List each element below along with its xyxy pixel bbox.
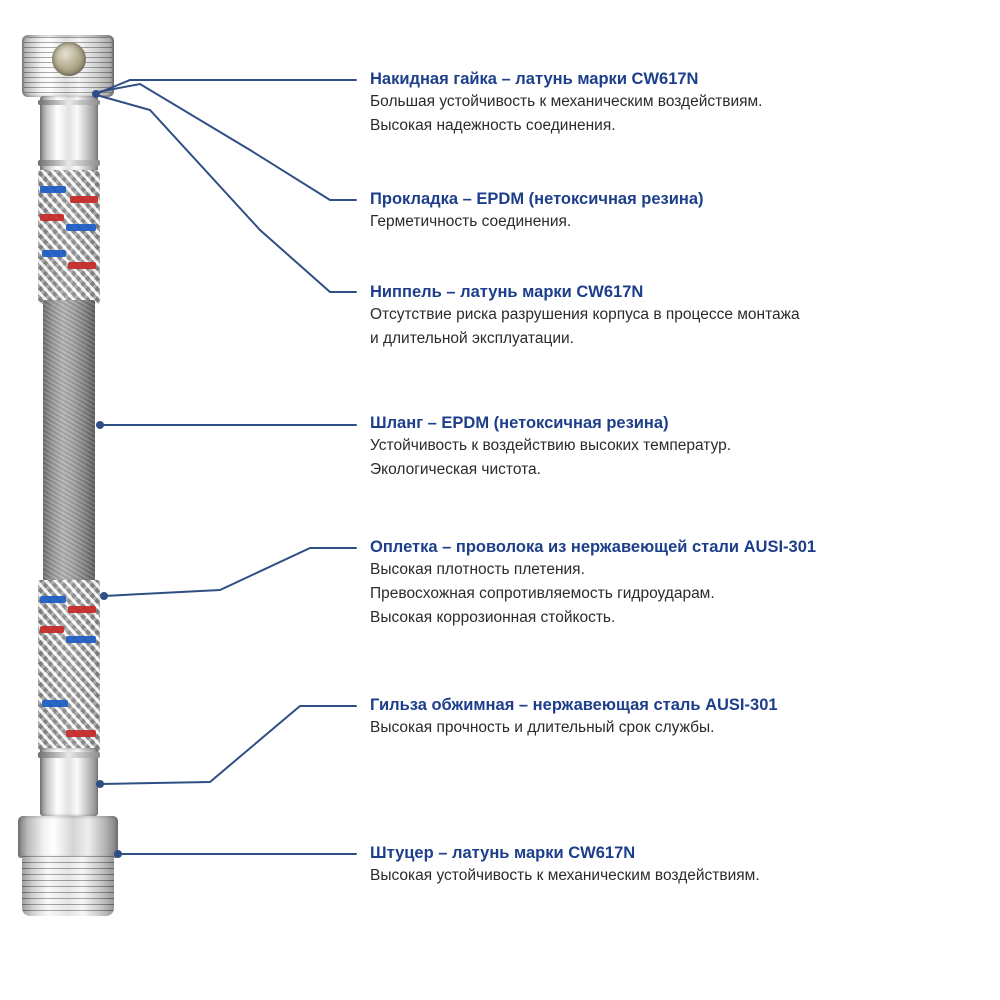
callout-braid <box>370 536 970 630</box>
crimp-sleeve-part <box>40 748 98 816</box>
braid-thread-blue-6 <box>42 700 68 707</box>
callout-braid-line-3: Высокая коррозионная стойкость. <box>370 609 616 627</box>
callout-union-nut <box>370 68 970 138</box>
callout-braid-line-2: Превосхожная сопротивляемость гидроударам. <box>370 585 715 603</box>
union-nut-bore <box>52 42 86 76</box>
callout-nipple <box>370 281 970 351</box>
callout-fitting <box>370 842 970 888</box>
callout-crimp-sleeve <box>370 694 970 740</box>
braid-thread-red-4 <box>68 606 96 613</box>
callout-gasket-title: Прокладка – EPDM (нетоксичная резина) <box>370 190 704 208</box>
callout-crimp-sleeve-title: Гильза обжимная – нержавеющая сталь AUSI-301 <box>370 696 778 714</box>
braid-thread-red-5 <box>40 626 64 633</box>
callout-hose-line-1: Устойчивость к воздействию высоких температур. <box>370 437 732 455</box>
hose-core-texture <box>43 300 95 586</box>
callout-gasket-line-1: Герметичность соединения. <box>370 213 572 231</box>
braid-thread-blue-5 <box>66 636 96 643</box>
callout-union-nut-line-2: Высокая надежность соединения. <box>370 117 616 135</box>
callout-braid-title: Оплетка – проволока из нержавеющей стали AUSI-301 <box>370 538 817 556</box>
braid-thread-red-1 <box>70 196 98 203</box>
callout-union-nut-line-1: Большая устойчивость к механическим воздействиям. <box>370 93 763 111</box>
braid-thread-red-6 <box>66 730 96 737</box>
braid-thread-red-3 <box>68 262 96 269</box>
callout-nipple-title: Ниппель – латунь марки CW617N <box>370 283 644 301</box>
flexible-hose-illustration <box>0 0 200 1000</box>
callout-union-nut-title: Накидная гайка – латунь марки CW617N <box>370 70 699 88</box>
braid-thread-blue-3 <box>42 250 66 257</box>
braid-thread-blue-1 <box>40 186 66 193</box>
callout-crimp-sleeve-line-1: Высокая прочность и длительный срок службы. <box>370 719 715 737</box>
callout-braid-line-1: Высокая плотность плетения. <box>370 561 585 579</box>
callout-fitting-line-1: Высокая устойчивость к механическим воздействиям. <box>370 867 760 885</box>
braid-thread-blue-4 <box>40 596 66 603</box>
upper-sleeve-ring-top <box>38 100 100 105</box>
callout-fitting-title: Штуцер – латунь марки CW617N <box>370 844 636 862</box>
callout-gasket <box>370 188 970 234</box>
braid-thread-red-2 <box>40 214 64 221</box>
upper-sleeve-ring-bottom <box>38 160 100 166</box>
fitting-hex-part <box>18 816 118 858</box>
callout-hose <box>370 412 970 482</box>
crimp-sleeve-ring <box>38 752 100 758</box>
callout-nipple-line-2: и длительной эксплуатации. <box>370 330 574 348</box>
fitting-thread-grooves <box>22 856 114 916</box>
callout-nipple-line-1: Отсутствие риска разрушения корпуса в процессе монтажа <box>370 306 800 324</box>
braid-thread-blue-2 <box>66 224 96 231</box>
callout-hose-line-2: Экологическая чистота. <box>370 461 541 479</box>
callout-hose-title: Шланг – EPDM (нетоксичная резина) <box>370 414 669 432</box>
